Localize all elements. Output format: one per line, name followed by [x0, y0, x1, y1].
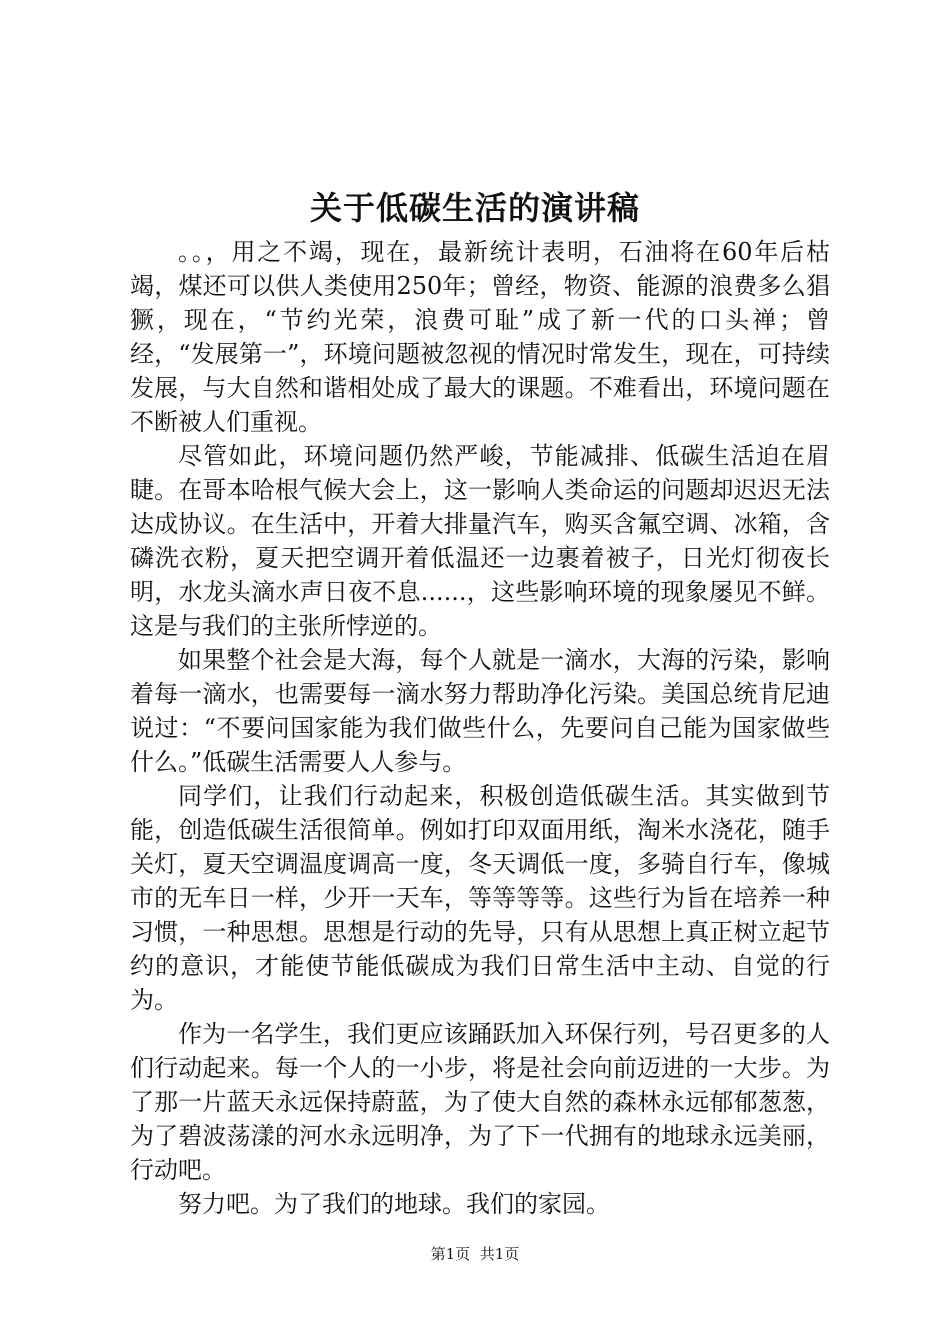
document-title: 关于低碳生活的演讲稿	[309, 189, 640, 227]
paragraph-5: 作为一名学生，我们更应该踊跃加入环保行列，号召更多的人们行动起来。每一个人的一小步，将是社会向前迈进的一大步。为了那一片蓝天永远保持蔚蓝，为了使大自然的森林永远郁郁葱葱，为了碧波荡漾的河水永远明净，为了下一代拥有的地球永远美丽，行动吧。	[130, 1020, 830, 1184]
paragraph-6: 努力吧。为了我们的地球。我们的家园。	[178, 1190, 610, 1218]
page-total: 共1页	[479, 1245, 520, 1263]
page-number: 第1页	[430, 1245, 471, 1263]
document-body	[130, 235, 830, 1221]
paragraph-4: 同学们，让我们行动起来，积极创造低碳生活。其实做到节能，创造低碳生活很简单。例如打印双面用纸，淘米水浇花，随手关灯，夏天空调温度调高一度，冬天调低一度，多骑自行车，像城市的无车日一样，少开一天车，等等等等。这些行为旨在培养一种习惯，一种思想。思想是行动的先导，只有从思想上真正树立起节约的意识，才能使节能低碳成为我们日常生活中主动、自觉的行为。	[130, 782, 830, 1014]
paragraph-2: 尽管如此，环境问题仍然严峻，节能减排、低碳生活迫在眉睫。在哥本哈根气候大会上，这一影响人类命运的问题却迟迟无法达成协议。在生活中，开着大排量汽车，购买含氟空调、冰箱，含磷洗衣粉，夏天把空调开着低温还一边裹着被子，日光灯彻夜长明，水龙头滴水声日夜不息......，这些影响环境的现象屡见不鲜。这是与我们的主张所悖逆的。	[130, 442, 830, 640]
paragraph-1: 。。，用之不竭，现在，最新统计表明，石油将在60年后枯竭，煤还可以供人类使用250年；曾经，物资、能源的浪费多么猖獗，现在，“节约光荣，浪费可耻”成了新一代的口头禅；曾经，“发展第一”，环境问题被忽视的情况时常发生，现在，可持续发展，与大自然和谐相处成了最大的课题。不难看出，环境问题在不断被人们重视。	[130, 238, 830, 436]
page-footer	[0, 1244, 950, 1264]
paragraph-3: 如果整个社会是大海，每个人就是一滴水，大海的污染，影响着每一滴水，也需要每一滴水努力帮助净化污染。美国总统肯尼迪说过：“不要问国家能为我们做些什么，先要问自己能为国家做些什么。”低碳生活需要人人参与。	[130, 646, 830, 776]
